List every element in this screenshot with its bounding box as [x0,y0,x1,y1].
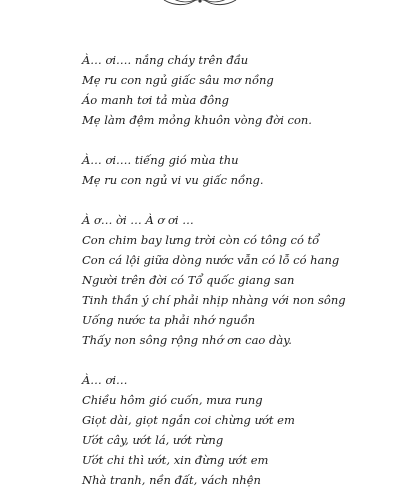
poem-line: À ơ… ời … À ơ ơi … [82,213,194,227]
poem-line: À… ơi… [82,373,128,387]
poem-line: Mẹ làm đệm mỏng khuôn vòng đời con. [82,113,312,127]
poem-line: Con chim bay lưng trời còn có tông có tổ [82,233,320,247]
poem-line: Mẹ ru con ngủ giấc sâu mơ nồng [82,73,274,87]
poem-line: Tinh thần ý chí phải nhịp nhàng với non sông [82,293,346,307]
poem-line: Con cá lội giữa dòng nước vẫn có lỗ có hang [82,253,340,267]
poem-line: Ướt chi thì ướt, xin đừng ướt em [82,453,269,467]
poem-line: À… ơi…. nắng cháy trên đầu [82,53,249,67]
stanza-1 [82,50,382,130]
poem-line: Áo manh tơi tả mùa đông [82,93,230,107]
poem-line: Nhà tranh, nền đất, vách nhện [82,473,261,487]
poem-line: Uống nước ta phải nhớ nguồn [82,313,256,327]
poem-line: Thấy non sông rộng nhớ ơn cao dày. [82,333,292,347]
poem-line: À… ơi…. tiếng gió mùa thu [82,153,239,167]
stanza-2 [82,150,382,190]
ornament-divider-icon [160,0,240,12]
poem-line: Chiều hôm gió cuốn, mưa rung [82,393,263,407]
stanza-3 [82,210,382,350]
stanza-4 [82,370,382,490]
poem-line: Mẹ ru con ngủ vi vu giấc nồng. [82,173,264,187]
poem-line: Ướt cây, ướt lá, ướt rừng [82,433,224,447]
poem-line: Giọt dài, giọt ngắn coi chừng ướt em [82,413,295,427]
poem-line: Người trên đời có Tổ quốc giang san [82,273,295,287]
poem-body [82,50,382,490]
